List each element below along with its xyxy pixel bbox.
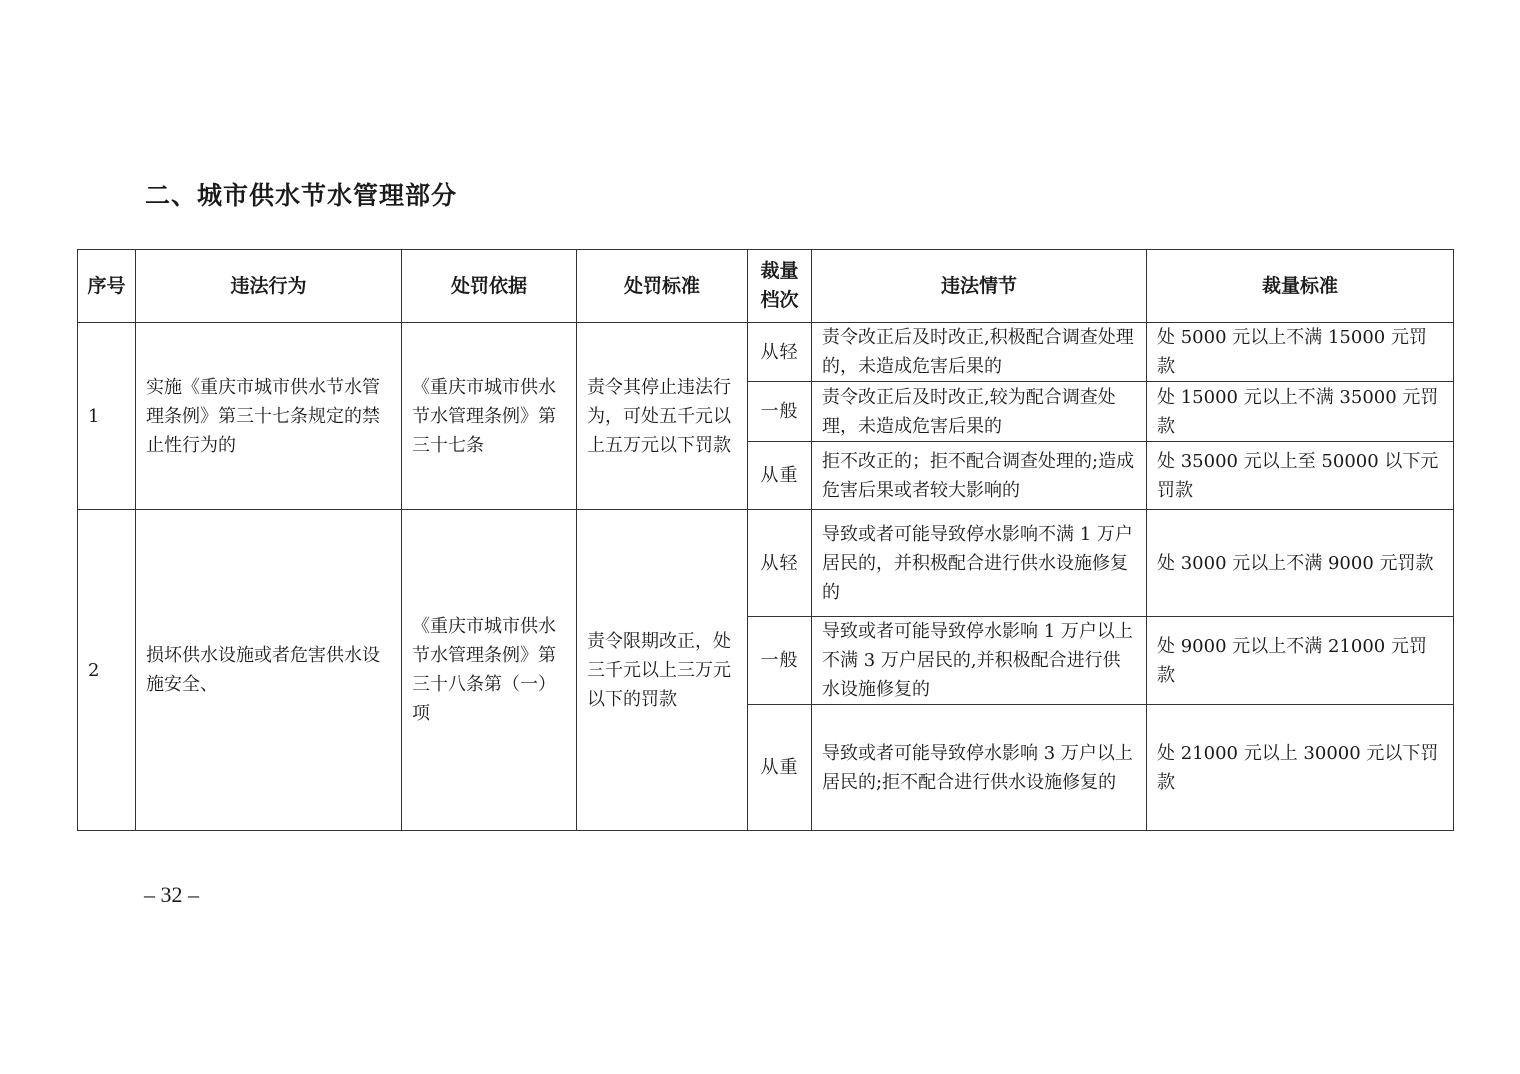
header-index: 序号 bbox=[78, 250, 136, 323]
row-violation: 损坏供水设施或者危害供水设施安全、 bbox=[136, 510, 402, 831]
row-discretion: 处 3000 元以上不满 9000 元罚款 bbox=[1147, 510, 1454, 617]
row-standard: 责令限期改正，处三千元以上三万元以下的罚款 bbox=[577, 510, 748, 831]
row-basis: 《重庆市城市供水节水管理条例》第三十八条第（一）项 bbox=[402, 510, 577, 831]
row-circumstance: 拒不改正的；拒不配合调查处理的;造成危害后果或者较大影响的 bbox=[812, 442, 1147, 510]
row-circumstance: 导致或者可能导致停水影响 3 万户以上居民的;拒不配合进行供水设施修复的 bbox=[812, 705, 1147, 831]
section-title: 二、城市供水节水管理部分 bbox=[145, 181, 458, 210]
row-standard: 责令其停止违法行为，可处五千元以上五万元以下罚款 bbox=[577, 323, 748, 510]
header-standard: 处罚标准 bbox=[577, 250, 748, 323]
table-row bbox=[78, 323, 1454, 382]
table-row bbox=[78, 510, 1454, 617]
row-level: 从重 bbox=[748, 442, 812, 510]
row-circumstance: 责令改正后及时改正,积极配合调查处理的，未造成危害后果的 bbox=[812, 323, 1147, 382]
page-number: – 32 – bbox=[144, 882, 199, 907]
row-basis: 《重庆市城市供水节水管理条例》第三十七条 bbox=[402, 323, 577, 510]
row-index: 1 bbox=[78, 323, 136, 510]
row-level: 从轻 bbox=[748, 323, 812, 382]
row-discretion: 处 15000 元以上不满 35000 元罚款 bbox=[1147, 382, 1454, 442]
row-circumstance: 导致或者可能导致停水影响 1 万户以上不满 3 万户居民的,并积极配合进行供水设施修复的 bbox=[812, 617, 1147, 705]
row-level: 一般 bbox=[748, 382, 812, 442]
header-violation: 违法行为 bbox=[136, 250, 402, 323]
row-discretion: 处 5000 元以上不满 15000 元罚款 bbox=[1147, 323, 1454, 382]
row-violation: 实施《重庆市城市供水节水管理条例》第三十七条规定的禁止性行为的 bbox=[136, 323, 402, 510]
header-basis: 处罚依据 bbox=[402, 250, 577, 323]
row-circumstance: 导致或者可能导致停水影响不满 1 万户居民的，并积极配合进行供水设施修复的 bbox=[812, 510, 1147, 617]
header-discretion: 裁量标准 bbox=[1147, 250, 1454, 323]
row-discretion: 处 9000 元以上不满 21000 元罚款 bbox=[1147, 617, 1454, 705]
row-index: 2 bbox=[78, 510, 136, 831]
row-circumstance: 责令改正后及时改正,较为配合调查处理，未造成危害后果的 bbox=[812, 382, 1147, 442]
penalty-table bbox=[77, 249, 1454, 831]
table-header-row bbox=[78, 250, 1454, 323]
row-level: 一般 bbox=[748, 617, 812, 705]
header-level: 裁量档次 bbox=[748, 250, 812, 323]
row-discretion: 处 21000 元以上 30000 元以下罚款 bbox=[1147, 705, 1454, 831]
row-level: 从轻 bbox=[748, 510, 812, 617]
row-level: 从重 bbox=[748, 705, 812, 831]
header-circumstance: 违法情节 bbox=[812, 250, 1147, 323]
row-discretion: 处 35000 元以上至 50000 以下元罚款 bbox=[1147, 442, 1454, 510]
